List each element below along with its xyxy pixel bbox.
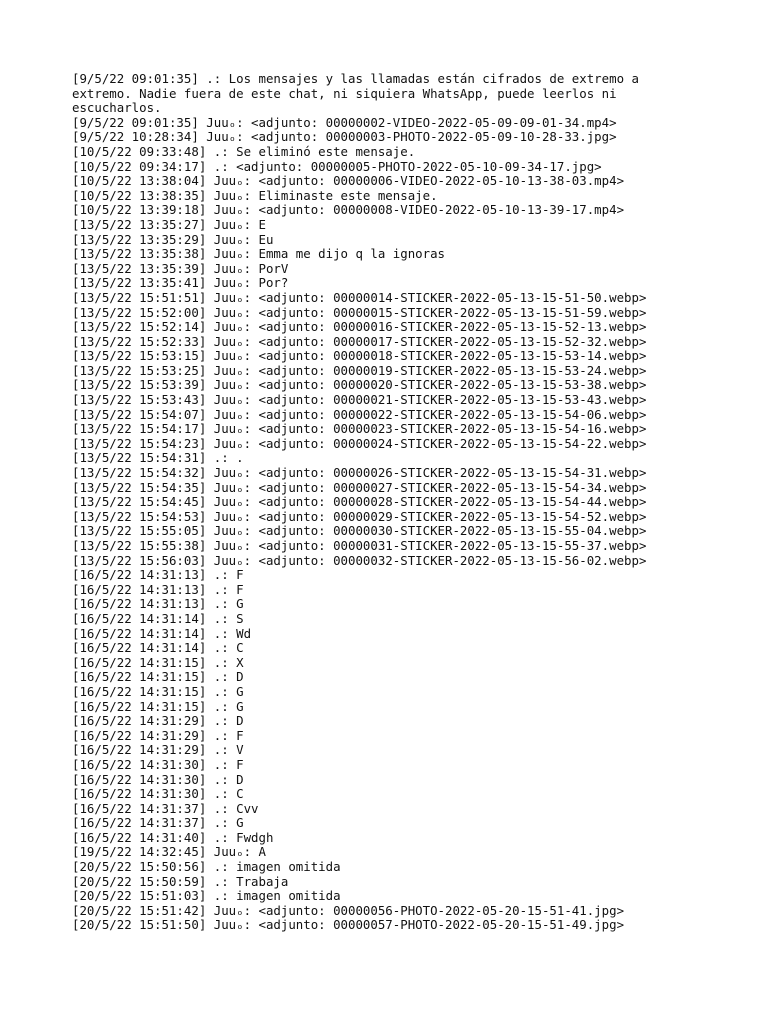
chat-message-line: [13/5/22 13:35:41] Juuₒ: Por?: [72, 275, 289, 291]
chat-message-line: [16/5/22 14:31:29] .: D: [72, 713, 244, 729]
chat-message-line: [13/5/22 13:35:39] Juuₒ: PorV: [72, 260, 289, 276]
chat-message-line: [13/5/22 15:54:53] Juuₒ: <adjunto: 00000029-STICKER-2022-05-13-15-54-52.webp>: [72, 508, 647, 524]
chat-message-line: [13/5/22 15:55:38] Juuₒ: <adjunto: 00000031-STICKER-2022-05-13-15-55-37.webp>: [72, 538, 647, 553]
chat-message-line: [10/5/22 13:39:18] Juuₒ: <adjunto: 00000008-VIDEO-2022-05-10-13-39-17.mp4>: [72, 202, 625, 218]
chat-message-line: [13/5/22 15:54:17] Juuₒ: <adjunto: 00000023-STICKER-2022-05-13-15-54-16.webp>: [72, 421, 647, 437]
chat-message-line: [13/5/22 13:35:38] Juuₒ: Emma me dijo q la ignoras: [72, 246, 445, 262]
chat-message-line: [20/5/22 15:51:50] Juuₒ: <adjunto: 00000057-PHOTO-2022-05-20-15-51-49.jpg>: [72, 917, 625, 933]
chat-message-line: [13/5/22 15:54:35] Juuₒ: <adjunto: 00000027-STICKER-2022-05-13-15-54-34.webp>: [72, 479, 647, 495]
chat-message-line: [16/5/22 14:31:15] .: G: [72, 698, 244, 714]
chat-message-line: [16/5/22 14:31:13] .: F: [72, 567, 244, 583]
chat-message-line: [20/5/22 15:50:59] .: Trabaja: [72, 873, 289, 889]
chat-message-line: [16/5/22 14:31:14] .: C: [72, 640, 244, 656]
chat-message-line: [20/5/22 15:51:42] Juuₒ: <adjunto: 00000056-PHOTO-2022-05-20-15-51-41.jpg>: [72, 902, 625, 918]
chat-message-line: [16/5/22 14:31:13] .: F: [72, 581, 244, 597]
chat-message-line: [13/5/22 15:53:15] Juuₒ: <adjunto: 00000018-STICKER-2022-05-13-15-53-14.webp>: [72, 348, 647, 364]
chat-message-line: [13/5/22 13:35:29] Juuₒ: Eu: [72, 231, 274, 247]
chat-message-line: [16/5/22 14:31:15] .: X: [72, 654, 244, 670]
chat-message-line: [13/5/22 15:53:39] Juuₒ: <adjunto: 00000020-STICKER-2022-05-13-15-53-38.webp>: [72, 377, 647, 393]
chat-message-line: [13/5/22 15:54:45] Juuₒ: <adjunto: 00000028-STICKER-2022-05-13-15-54-44.webp>: [72, 494, 647, 510]
chat-message-line: [16/5/22 14:31:13] .: G: [72, 596, 244, 612]
chat-message-line: [13/5/22 15:53:43] Juuₒ: <adjunto: 00000021-STICKER-2022-05-13-15-53-43.webp>: [72, 392, 647, 408]
chat-message-line: [16/5/22 14:31:29] .: V: [72, 742, 244, 758]
chat-transcript-page: [72, 72, 692, 933]
chat-message-line: [10/5/22 13:38:04] Juuₒ: <adjunto: 00000006-VIDEO-2022-05-10-13-38-03.mp4>: [72, 173, 625, 189]
chat-message-line: [10/5/22 13:38:35] Juuₒ: Eliminaste este mensaje.: [72, 187, 438, 203]
chat-message-line: [16/5/22 14:31:37] .: Cvv: [72, 800, 259, 816]
chat-message-line: [13/5/22 15:55:05] Juuₒ: <adjunto: 00000030-STICKER-2022-05-13-15-55-04.webp>: [72, 523, 647, 539]
chat-message-line: [13/5/22 15:54:31] .: .: [72, 450, 244, 466]
chat-message-line: [20/5/22 15:50:56] .: imagen omitida: [72, 859, 341, 875]
chat-message-line: [16/5/22 14:31:30] .: F: [72, 756, 244, 772]
chat-message-line: [16/5/22 14:31:14] .: S: [72, 610, 244, 626]
chat-message-line: [13/5/22 15:51:51] Juuₒ: <adjunto: 00000014-STICKER-2022-05-13-15-51-50.webp>: [72, 289, 647, 305]
chat-message-line: [13/5/22 15:54:07] Juuₒ: <adjunto: 00000022-STICKER-2022-05-13-15-54-06.webp>: [72, 406, 647, 422]
chat-message-line: [13/5/22 15:52:00] Juuₒ: <adjunto: 00000015-STICKER-2022-05-13-15-51-59.webp>: [72, 304, 647, 320]
chat-message-line: [13/5/22 15:52:14] Juuₒ: <adjunto: 00000016-STICKER-2022-05-13-15-52-13.webp>: [72, 319, 647, 335]
chat-message-line: [10/5/22 09:33:48] .: Se eliminó este mensaje.: [72, 143, 416, 159]
chat-message-line: [16/5/22 14:31:30] .: C: [72, 786, 244, 802]
chat-message-line: [16/5/22 14:31:14] .: Wd: [72, 625, 252, 641]
chat-message-line: [16/5/22 14:31:15] .: D: [72, 669, 244, 685]
chat-message-line: [10/5/22 09:34:17] .: <adjunto: 00000005-PHOTO-2022-05-10-09-34-17.jpg>: [72, 158, 602, 174]
chat-message-line: [9/5/22 09:01:35] .: Los mensajes y las llamadas están cifrados de extremo a extremo. Nadie fuera de este chat, ni siquiera WhatsApp, puede leerlos ni escucharlos.: [72, 71, 647, 116]
chat-message-line: [13/5/22 15:54:32] Juuₒ: <adjunto: 00000026-STICKER-2022-05-13-15-54-31.webp>: [72, 465, 647, 481]
chat-message-line: [13/5/22 15:54:23] Juuₒ: <adjunto: 00000024-STICKER-2022-05-13-15-54-22.webp>: [72, 435, 647, 451]
chat-message-line: [16/5/22 14:31:29] .: F: [72, 727, 244, 743]
chat-message-line: [13/5/22 15:53:25] Juuₒ: <adjunto: 00000019-STICKER-2022-05-13-15-53-24.webp>: [72, 362, 647, 378]
chat-message-line: [13/5/22 15:56:03] Juuₒ: <adjunto: 00000032-STICKER-2022-05-13-15-56-02.webp>: [72, 552, 647, 568]
chat-message-line: [16/5/22 14:31:37] .: G: [72, 815, 244, 831]
chat-message-line: [16/5/22 14:31:40] .: Fwdgh: [72, 829, 274, 845]
chat-message-line: [9/5/22 09:01:35] Juuₒ: <adjunto: 00000002-VIDEO-2022-05-09-09-01-34.mp4>: [72, 114, 617, 130]
chat-message-line: [13/5/22 15:52:33] Juuₒ: <adjunto: 00000017-STICKER-2022-05-13-15-52-32.webp>: [72, 333, 647, 349]
chat-message-line: [13/5/22 13:35:27] Juuₒ: E: [72, 216, 266, 232]
chat-message-line: [9/5/22 10:28:34] Juuₒ: <adjunto: 00000003-PHOTO-2022-05-09-10-28-33.jpg>: [72, 129, 617, 145]
chat-message-line: [19/5/22 14:32:45] Juuₒ: A: [72, 844, 266, 860]
chat-message-line: [20/5/22 15:51:03] .: imagen omitida: [72, 888, 341, 904]
chat-message-line: [16/5/22 14:31:30] .: D: [72, 771, 244, 787]
chat-message-line: [16/5/22 14:31:15] .: G: [72, 683, 244, 699]
